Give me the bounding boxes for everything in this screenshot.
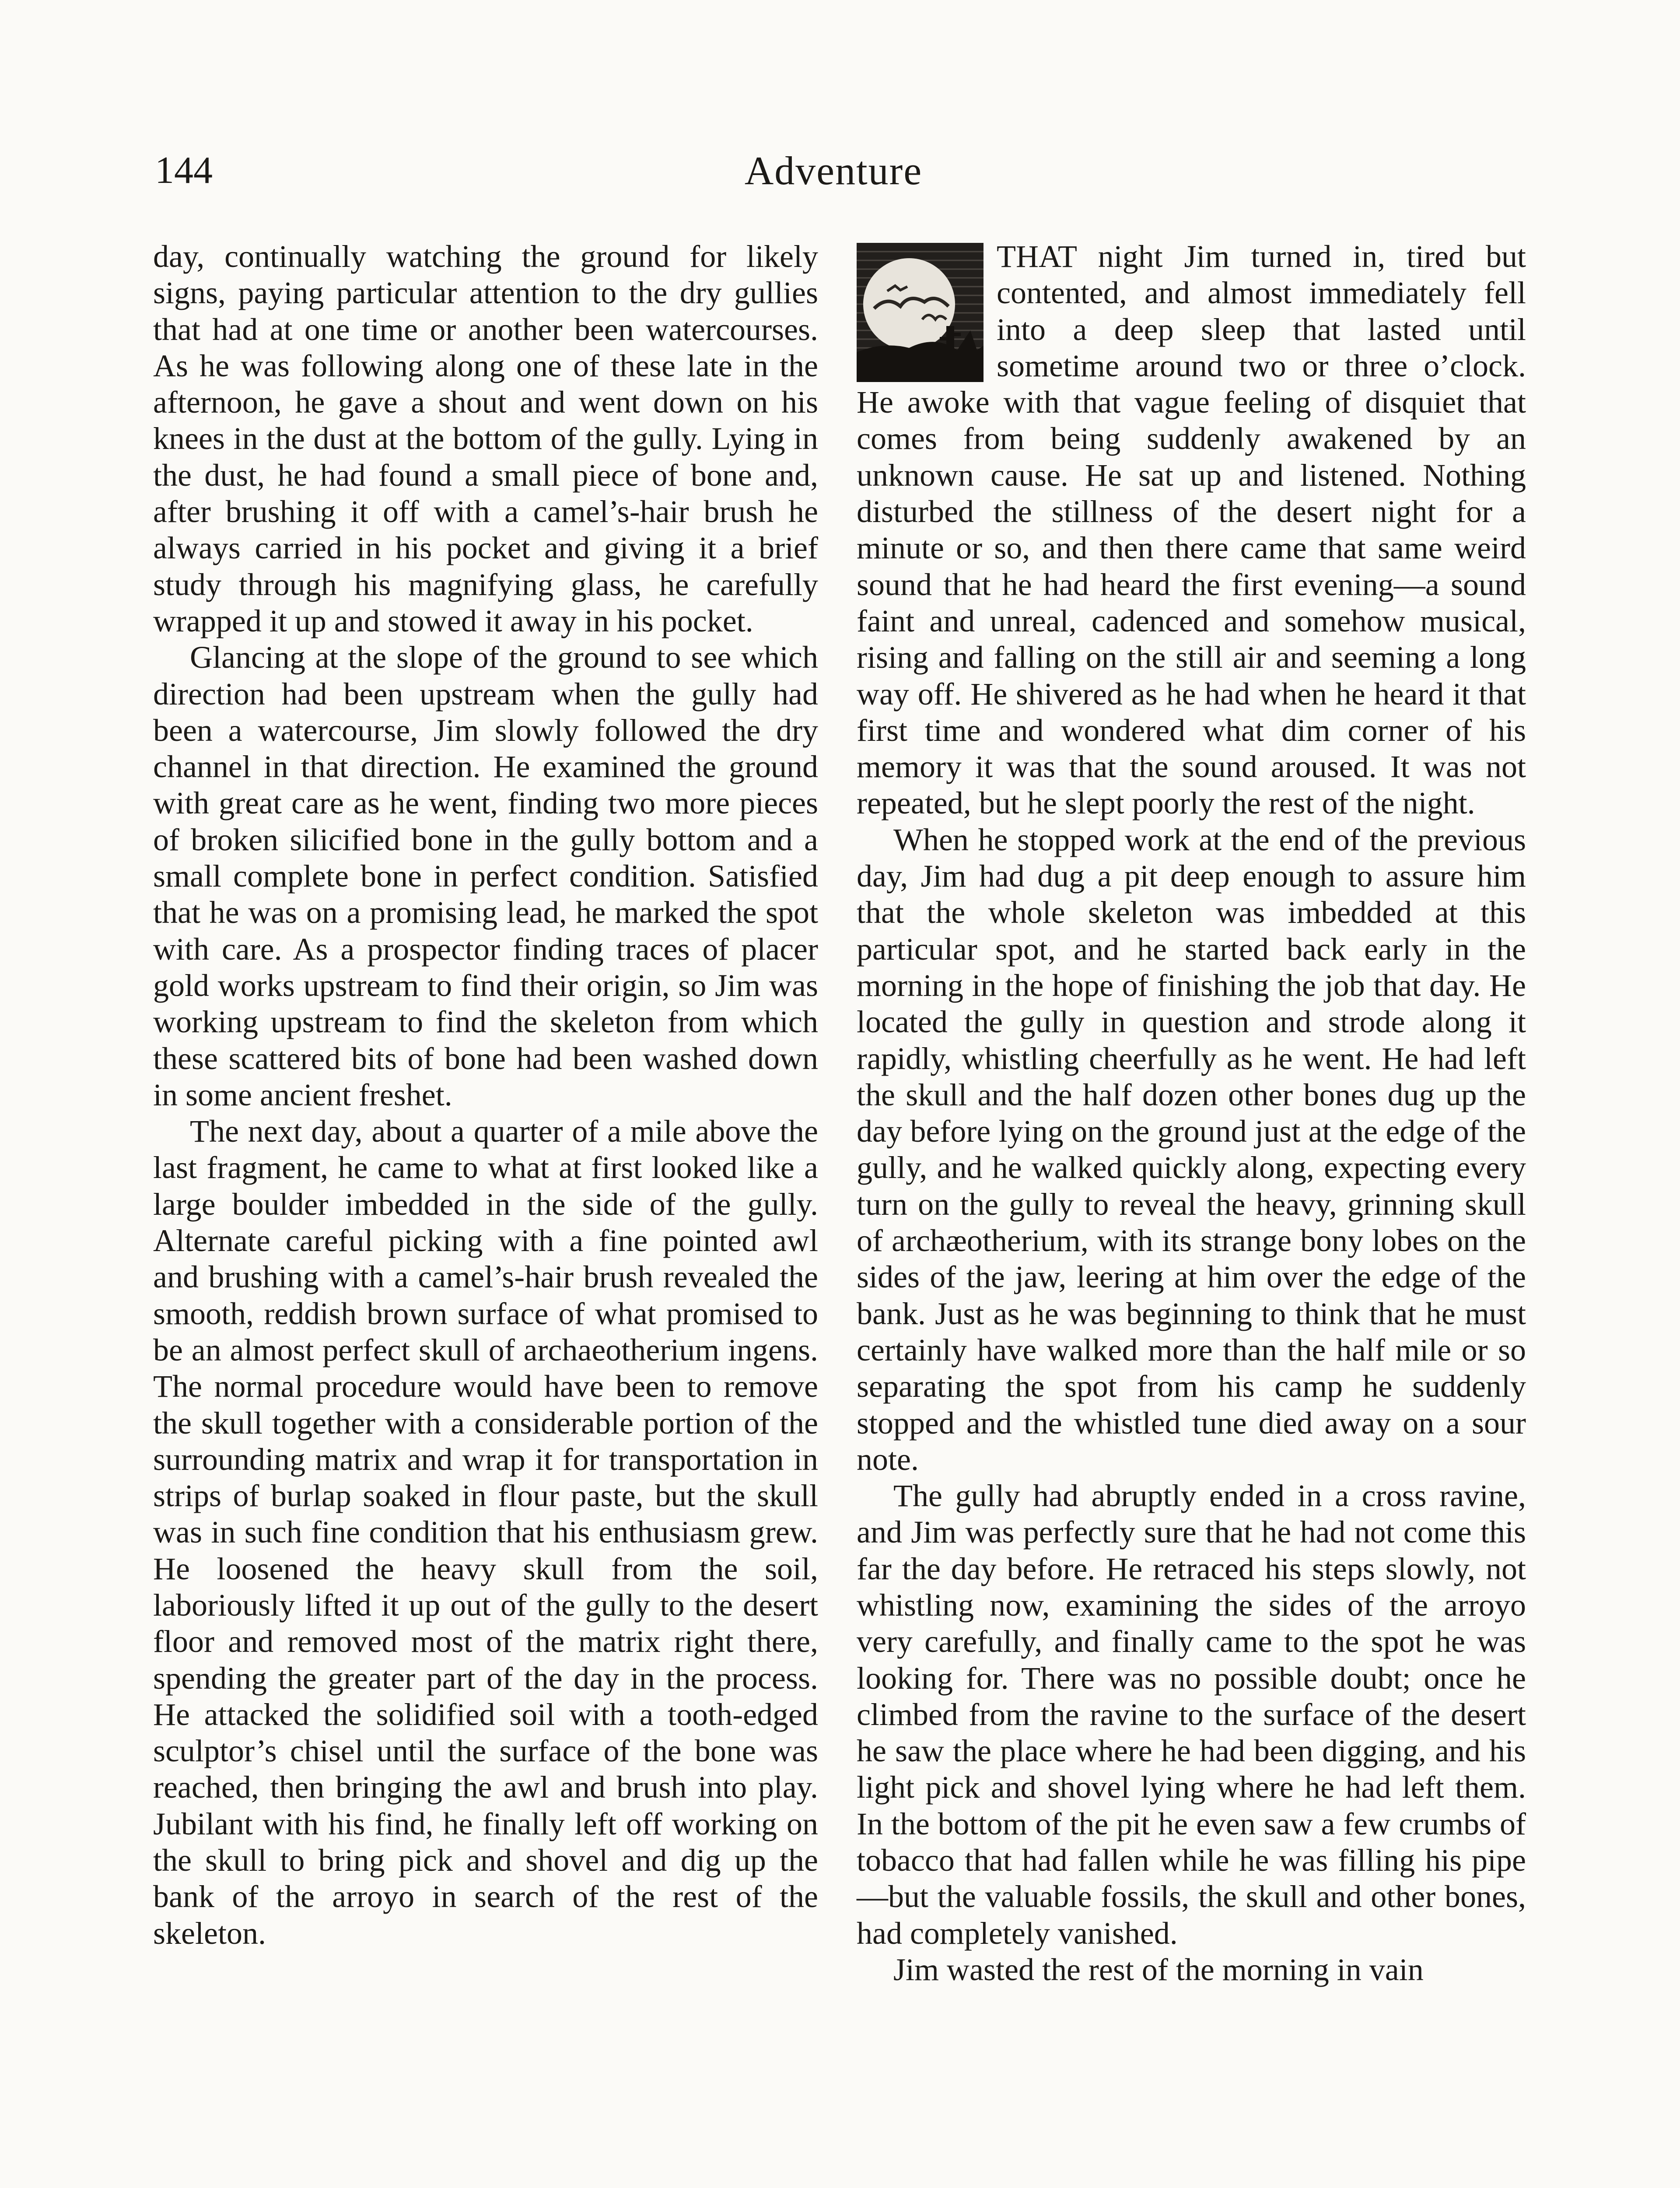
paragraph: day, continually watching the ground for likely signs, paying particular attention to the dry gullies that had at one time or another been watercourses. As he was following along one of these late in the afternoon, he gave a shout and went down on his knees in the dust at the bottom of the gully. Lying in the dust, he had found a small piece of bone and, after brushing it off with a camel’s-hair brush he always carried in his pocket and giving it a brief study through his magnifying glass, he carefully wrapped it up and stowed it away in his pocket. <box>153 239 818 638</box>
running-head <box>144 144 1522 201</box>
paragraph: Jim wasted the rest of the morning in vain <box>893 1952 1424 1987</box>
page-number: 144 <box>155 149 213 192</box>
paragraph: The gully had abruptly ended in a cross ravine, and Jim was perfectly sure that he had not come this far the day before. He retraced his steps slowly, not whistling now, examining the sides of the arroyo very carefully, and finally came to the spot he was looking for. There was no possible doubt; once he climbed from the ravine to the surface of the desert he saw the place where he had been digging, and his light pick and shovel lying where he had left them. In the bottom of the pit he even saw a few crumbs of tobacco that had fallen while he was filling his pipe—but the valuable fossils, the skull and other bones, had completely vanished. <box>857 1478 1526 1951</box>
paragraph: The next day, about a quarter of a mile above the last fragment, he came to what at first looked like a large boulder imbedded in the side of the gully. Alternate careful picking with a fine pointed awl and brushing with a camel’s-hair brush revealed the smooth, reddish brown surface of what promised to be an almost perfect skull of archaeotherium ingens. The normal procedure would have been to remove the skull together with a considerable portion of the surrounding matrix and wrap it for transportation in strips of burlap soaked in flour paste, but the skull was in such fine condition that his enthusiasm grew. He loosened the heavy skull from the soil, laboriously lifted it up out of the gully to the desert floor and removed most of the matrix right there, spending the greater part of the day in the process. He attacked the solidified soil with a tooth-edged sculptor’s chisel until the surface of the bone was reached, then bringing the awl and brush into play. Jubilant with his find, he finally left off working on the skull to bring pick and shovel and dig up the bank of the arroyo in search of the rest of the skeleton. <box>153 1114 818 1951</box>
magazine-title: Adventure <box>744 148 923 193</box>
paragraph: Glancing at the slope of the ground to see which direction had been upstream when the gully had been a watercourse, Jim slowly followed the dry channel in that direction. He examined the ground with great care as he went, finding two more pieces of broken silicified bone in the gully bottom and a small complete bone in perfect condition. Satisfied that he was on a promising lead, he marked the spot with care. As a prospector finding traces of placer gold works upstream to find their origin, so Jim was working upstream to find the skeleton from which these scattered bits of bone had been washed down in some ancient freshet. <box>153 640 818 1112</box>
paragraph: THAT night Jim turned in, tired but contented, and almost immediately fell into a deep sleep that lasted until sometime around two or three o’clock. He awoke with that vague feeling of disquiet that comes from being suddenly awakened by an unknown cause. He sat up and listened. Nothing disturbed the stillness of the desert night for a minute or so, and then there came that same weird sound that he had heard the first evening—a sound faint and unreal, cadenced and somehow musical, rising and falling on the still air and seeming a long way off. He shivered as he had when he heard it that first time and wondered what dim corner of his memory it was that the sound aroused. It was not repeated, but he slept poorly the rest of the night. <box>857 239 1526 821</box>
left-column <box>153 238 818 1952</box>
right-column <box>857 238 1526 1988</box>
paragraph: When he stopped work at the end of the previous day, Jim had dug a pit deep enough to assure him that the whole skeleton was imbedded at this particular spot, and he started back early in the morning in the hope of finishing the job that day. He located the gully in question and strode along it rapidly, whistling cheerfully as he went. He had left the skull and the half dozen other bones dug up the day before lying on the ground just at the edge of the gully, and he walked quickly along, expecting every turn on the gully to reveal the heavy, grinning skull of archæotherium, with its strange bony lobes on the sides of the jaw, leering at him over the edge of the bank. Just as he was beginning to think that he must certainly have walked more than the half mile or so separating the spot from his camp he suddenly stopped and the whistled tune died away on a sour note. <box>857 822 1526 1477</box>
dropcap-illustration <box>857 243 984 382</box>
